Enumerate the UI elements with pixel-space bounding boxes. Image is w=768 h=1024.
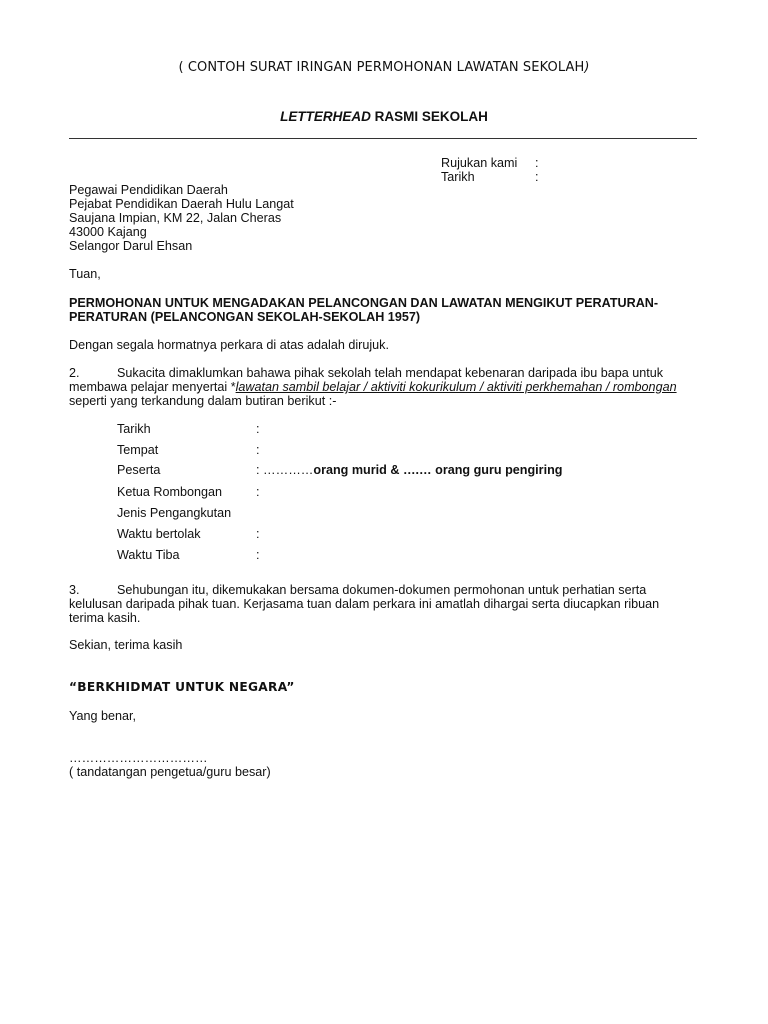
detail-label-date: Tarikh <box>117 422 151 436</box>
date-colon: : <box>535 170 539 184</box>
detail-colon: : <box>256 527 260 541</box>
closing-line: Sekian, terima kasih <box>69 638 183 652</box>
sample-title-open: ( <box>178 60 188 75</box>
detail-colon: : <box>256 463 260 477</box>
paragraph-3-line: Sehubungan itu, dikemukakan bersama dokumen-dokumen permohonan untuk perhatian serta <box>117 583 647 597</box>
recipient-address <box>69 183 709 253</box>
student-count-blank: ………… <box>263 463 314 477</box>
paragraph-2-plain: membawa pelajar menyertai * <box>69 380 236 394</box>
teacher-label: orang guru pengiring <box>431 463 563 477</box>
subject-line: PERATURAN (PELANCONGAN SEKOLAH-SEKOLAH 1957) <box>69 310 421 324</box>
recipient-line: Saujana Impian, KM 22, Jalan Cheras <box>69 211 282 225</box>
detail-colon: : <box>256 422 260 436</box>
paragraph-3-line: kelulusan daripada pihak tuan. Kerjasama tuan dalam perkara ini amatlah dihargai serta diucapkan ribuan <box>69 597 660 611</box>
sample-title-text: CONTOH SURAT IRINGAN PERMOHONAN LAWATAN SEKOLAH <box>187 60 585 75</box>
detail-label-departure: Waktu bertolak <box>117 527 201 541</box>
reference-colon: : <box>535 156 539 170</box>
recipient-line: 43000 Kajang <box>69 225 147 239</box>
signature-label: ( tandatangan pengetua/guru besar) <box>69 765 271 779</box>
letterhead-divider <box>69 138 697 139</box>
document-sample-title <box>0 60 768 75</box>
subject-line: PERMOHONAN UNTUK MENGADAKAN PELANCONGAN DAN LAWATAN MENGIKUT PERATURAN- <box>69 296 659 310</box>
paragraph-3-number: 3. <box>69 583 80 597</box>
motto: “BERKHIDMAT UNTUK NEGARA” <box>69 680 295 694</box>
detail-label-place: Tempat <box>117 443 159 457</box>
paragraph-2-line: seperti yang terkandung dalam butiran berikut :- <box>69 394 337 408</box>
teacher-count-blank: ….… <box>402 463 432 477</box>
activity-options: lawatan sambil belajar / aktiviti kokurikulum / aktiviti perkhemahan / rombongan <box>235 380 677 394</box>
detail-label-transport: Jenis Pengangkutan <box>117 506 232 520</box>
paragraph-2-line <box>69 380 677 394</box>
paragraph-2-line: Sukacita dimaklumkan bahawa pihak sekolah telah mendapat kebenaran daripada ibu bapa untuk <box>117 366 664 380</box>
salutation: Tuan, <box>69 267 101 281</box>
paragraph-2-number: 2. <box>69 366 80 380</box>
detail-colon: : <box>256 485 260 499</box>
student-label: orang murid & <box>313 463 403 477</box>
signature-line: …………………………… <box>69 751 208 765</box>
detail-colon: : <box>256 443 260 457</box>
recipient-line: Pegawai Pendidikan Daerah <box>69 183 228 197</box>
detail-colon: : <box>256 548 260 562</box>
paragraph-3-line: terima kasih. <box>69 611 141 625</box>
letterhead-rest: RASMI SEKOLAH <box>370 109 488 124</box>
letterhead-italic: LETTERHEAD <box>280 109 371 124</box>
date-label: Tarikh <box>441 170 475 184</box>
sample-title-close: ) <box>584 60 590 75</box>
recipient-line: Selangor Darul Ehsan <box>69 239 193 253</box>
subject-heading <box>69 296 709 324</box>
paragraph-1: Dengan segala hormatnya perkara di atas adalah dirujuk. <box>69 338 389 352</box>
reference-label: Rujukan kami <box>441 156 518 170</box>
detail-label-participants: Peserta <box>117 463 161 477</box>
detail-label-leader: Ketua Rombongan <box>117 485 223 499</box>
detail-participants-value <box>256 463 562 477</box>
sign-off: Yang benar, <box>69 709 136 723</box>
letterhead-title <box>0 109 768 124</box>
detail-label-arrival: Waktu Tiba <box>117 548 180 562</box>
recipient-line: Pejabat Pendidikan Daerah Hulu Langat <box>69 197 294 211</box>
